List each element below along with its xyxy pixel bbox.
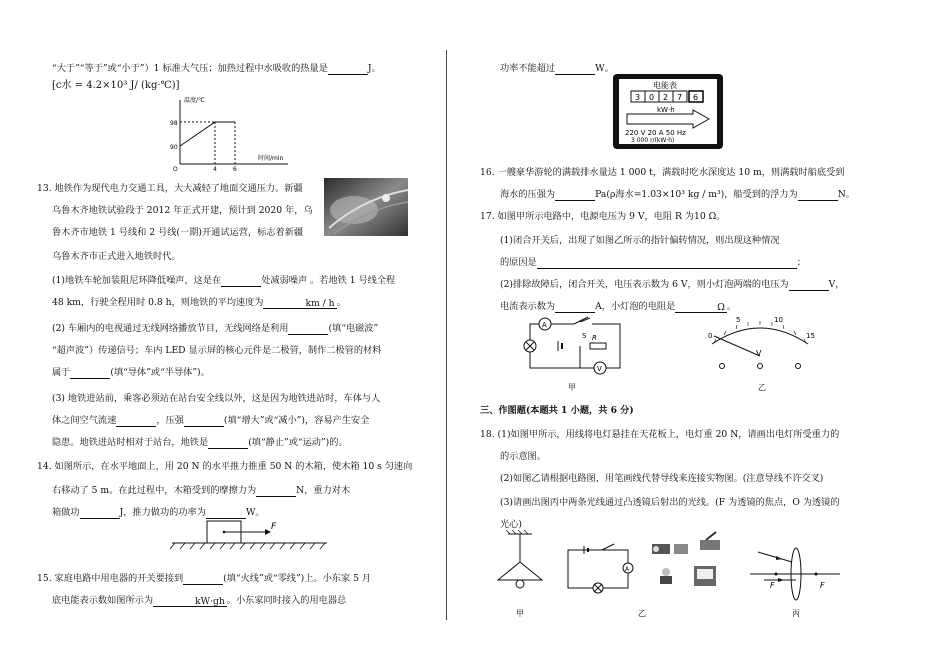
x-tick-4: 4 <box>213 166 217 172</box>
q13-3-line-b: 体之间空气流速 ，压强 (填“增大”或“减小”)，容易产生安全 <box>52 415 370 426</box>
q17-1-line-a: (1)闭合开关后，出现了如图乙所示的指针偏转情况，则出现这种情况 <box>500 235 780 246</box>
x-tick-6: 6 <box>233 166 237 172</box>
dial-tick-0: 0 <box>708 332 713 340</box>
q16-line2: 海水的压强为 Pa(ρ海水=1.03×10³ kg / m³)，船受到的浮力为 N。 <box>500 189 855 200</box>
svg-text:A: A <box>542 321 547 329</box>
meter-digit-5: 6 <box>693 93 699 102</box>
convex-lens-figure <box>750 548 840 618</box>
figure-18a-caption: 甲 <box>516 609 524 618</box>
figure-17a-caption: 甲 <box>568 383 576 392</box>
dial-label: V <box>756 349 762 358</box>
q18-line2: 的示意图。 <box>500 451 546 462</box>
q18-line4: (3)请画出图丙中两条光线通过凸透镜后射出的光线。(F 为透镜的焦点，O 为透镜的 <box>500 497 840 508</box>
q13-3-line-c: 隐患。地铁进站时相对于站台，地铁是 (填“静止”或“运动”)的。 <box>52 437 348 448</box>
figure-18c-caption: 丙 <box>792 609 800 618</box>
hanging-lamp-figure <box>498 530 542 618</box>
dial-tick-10: 10 <box>774 316 783 324</box>
resistor-symbol <box>590 343 606 349</box>
subway-photo <box>324 178 408 236</box>
heating-curve <box>180 122 235 146</box>
q13-1-line-a: (1)地铁车轮加装阻尼环降低噪声，这是在 处减弱噪声 。若地铁 1 号线全程 <box>52 275 396 286</box>
meter-digit-1: 3 <box>635 93 641 102</box>
temperature-time-graph <box>170 94 295 172</box>
q13-2-line-a: (2) 车厢内的电视通过无线网络播放节目，无线网络是利用 (填“电磁波” <box>52 323 379 334</box>
y-tick-98: 98 <box>170 120 178 127</box>
q13-2-line-b: “超声波”）传递信号；车内 LED 显示屏的核心元件是二极管，制作二极管的材料 <box>52 345 382 356</box>
box-push-figure <box>167 515 337 555</box>
q18-line5: 光心) <box>500 519 522 530</box>
water-specific-heat: [c水 = 4.2×10³ J/ (kg·℃)] <box>52 80 180 91</box>
origin-label: O <box>173 166 178 172</box>
meter-unit: kW·h <box>657 106 675 114</box>
q17-2-line-a: (2)排除故障后，闭合开关，电压表示数为 6 V，则小灯泡两端的电压为 V， <box>500 279 845 290</box>
meter-digit-3: 2 <box>663 93 669 102</box>
section-3-heading: 三、作图题(本题共 1 小题，共 6 分) <box>480 405 634 416</box>
svg-text:R: R <box>592 334 597 342</box>
electricity-meter <box>613 74 723 149</box>
voltmeter-dial <box>700 314 820 394</box>
dial-tick-5: 5 <box>736 316 741 324</box>
q12-tail-line: “大于”“等于”或“小于”）1 标准大气压；加热过程中水吸收的热量是 J。 <box>52 63 381 74</box>
meter-spec-2: 3 000 r/(kW·h) <box>631 137 675 144</box>
q13-2-line-c: 属于 (填“导体”或“半导体”)。 <box>52 367 210 378</box>
graph-xlabel: 时间/min <box>258 155 284 162</box>
force-label: F <box>271 522 277 532</box>
q13-3-line-a: (3) 地铁进站前，乘客必须站在站台安全线以外，这是因为地铁进站时，车体与人 <box>52 393 381 404</box>
q13-line3: 鲁木齐市地铁 1 号线和 2 号线(一期)开通试运营，标志着新疆 <box>52 227 304 238</box>
circuit-diagram-a <box>520 314 630 394</box>
q17-line1: 17. 如图甲所示电路中，电源电压为 9 V，电阻 R 为10 Ω。 <box>480 211 726 222</box>
figure-17b-caption: 乙 <box>758 383 766 392</box>
q17-2-line-b: 电流表示数为 A，小灯泡的电阻是 Ω 。 <box>500 301 737 313</box>
q14-line2: 右移动了 5 m。在此过程中，木箱受到的摩擦力为 N，重力对木 <box>52 485 351 496</box>
figure-18 <box>480 530 880 625</box>
q15-line1: 15. 家庭电路中用电器的开关要接到 (填“火线”或“零线”)上。小东家 5 月 <box>37 573 372 584</box>
meter-digit-2: 0 <box>649 93 655 102</box>
q18-line3: (2)如图乙请根据电路图，用笔画线代替导线来连接实物图。(注意导线不许交叉) <box>500 473 824 484</box>
q16-line1: 16. 一艘豪华游轮的满载排水量达 1 000 t，满载时吃水深度达 10 m，则满载时船底受到 <box>480 167 845 178</box>
svg-text:A: A <box>625 566 630 573</box>
svg-text:V: V <box>597 365 602 373</box>
figure-18b-caption: 乙 <box>638 609 646 618</box>
circuit-diagram-b <box>568 532 720 618</box>
svg-text:S: S <box>582 332 587 340</box>
q15-tail-line: 功率不能超过 W。 <box>500 63 614 74</box>
dial-tick-15: 15 <box>806 332 815 340</box>
q13-line2: 乌鲁木齐地铁试验段于 2012 年正式开建，预计到 2020 年，乌 <box>52 205 313 216</box>
meter-spec: 220 V 20 A 50 Hz <box>625 129 686 137</box>
q13-1-line-b: 48 km，行驶全程用时 0.8 h，则地铁的平均速度为 km / h 。 <box>52 297 346 309</box>
focus-right: F <box>820 581 825 590</box>
q14-line3: 箱做功 J，推力做功的功率为 W。 <box>52 507 265 518</box>
q15-line2: 底电能表示数如图所示为 kW·gh 。小东家同时接入的用电器总 <box>52 595 347 607</box>
meter-digit-4: 7 <box>677 93 683 102</box>
dial-needle <box>714 336 760 356</box>
focus-left: F <box>770 581 775 590</box>
column-divider <box>446 50 447 620</box>
meter-title: 电能表 <box>653 81 677 90</box>
q13-line4: 乌鲁木齐市正式进入地铁时代。 <box>52 251 181 262</box>
q17-1-line-b: 的原因是 ； <box>500 257 806 268</box>
q18-line1: 18. (1)如图甲所示，用线将电灯悬挂在天花板上，电灯重 20 N，请画出电灯所受重力的 <box>480 429 840 440</box>
q13-line1: 13. 地铁作为现代电力交通工具，大大减轻了地面交通压力。新疆 <box>37 183 303 194</box>
y-tick-90: 90 <box>170 144 178 151</box>
graph-ylabel: 温度/℃ <box>184 97 205 104</box>
q14-line1: 14. 如图所示，在水平地面上，用 20 N 的水平推力推重 50 N 的木箱，使木箱 10 s 匀速向 <box>37 461 413 472</box>
